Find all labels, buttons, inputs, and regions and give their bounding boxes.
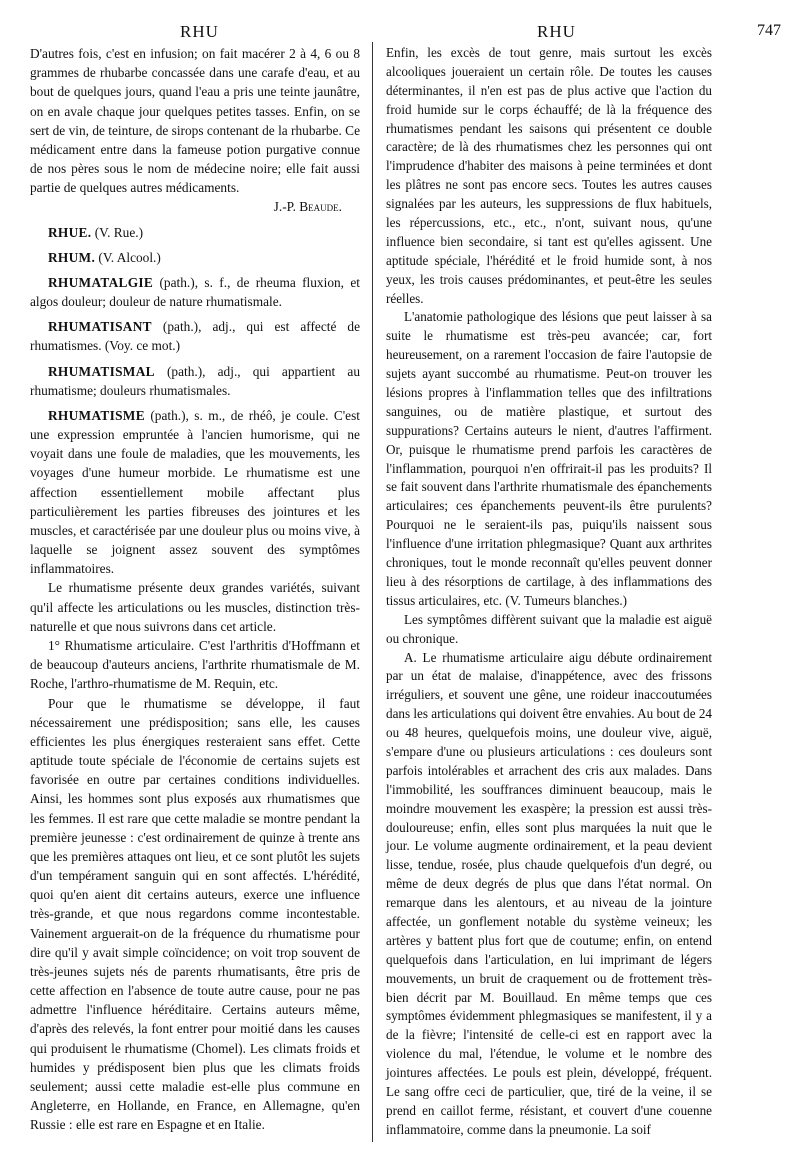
left-column [30,44,360,1134]
entry-rhue [30,223,360,242]
entry-rhum [30,248,360,267]
paragraph: Pour que le rhumatisme se développe, il faut nécessairement une prédisposition; sans elle, les causes efficientes les plus énergiques resteraient sans effet. Cette aptitude toute spéciale de l'économie de certains sujets est favorisée en outre par certaines conditions individuelles. Ainsi, les hommes sont plus exposés aux rhumatismes que les femmes. Il est rare que cette maladie se montre pendant la première jeunesse : c'est ordinairement de quinze à trente ans que les premières attaques ont lieu, et ce sont plutôt les sujets d'un tempérament sanguin qui en sont affectés. L'hérédité, quoi qu'en aient dit certains auteurs, exerce une influence très-grande, et que nous regardons comme incontestable. Vainement arguerait-on de la fréquence du rhumatisme pour dire qu'il y avait simple coïncidence; on voit trop souvent de très-jeunes sujets nés de parents rhumatisants, être pris de cette affection en l'absence de toute autre cause, pour ne pas admettre l'influence héréditaire. Certains auteurs même, d'après des relevés, la font entrer pour moitié dans les causes qui produisent le rhumatisme (Chomel). Les climats froids et humides y prédisposent bien plus que les climats froids seulement; aussi cette maladie est-elle plus commune en Angleterre, en Hollande, en France, en Allemagne, qu'en Russie : elle est rare en Espagne et en Italie. [30,695,360,1133]
headword: RHUMATISME [48,407,145,423]
paragraph: Enfin, les excès de tout genre, mais surtout les excès alcooliques joueraient un certain rôle. De toutes les causes déterminantes, il n'en est pas de plus active que l'action du froid humide sur le corps échauffé; de là la fréquence des rhumatismes pendant les saisons qui présentent ce double caractère; de là des rhumatismes chez les personnes qui ont l'imprudence d'habiter des maisons à peine terminées et dont les plâtres ne sont pas encore secs. Toutes les autres causes signalées par les auteurs, les suppressions de flux habituels, les répercussions, etc., etc., n'ont, suivant nous, qu'une influence bien secondaire, si tant est qu'elles agissent. Une aptitude spéciale, l'hérédité et le froid humide sont, à nos yeux, les trois causes prédominantes, et peut-être les seules réelles. [386,45,712,306]
left-running-head: RHU [180,22,219,41]
paragraph: 1° Rhumatisme articulaire. C'est l'arthritis d'Hoffmann et de beaucoup d'auteurs anciens, l'arthrite rhumatismale de M. Roche, l'arthro-rhumatisme de M. Requin, etc. [30,637,360,692]
entry-text: (path.), s. m., de rhéô, je coule. C'est une expression empruntée à l'ancien humorisme, qui ne voyait dans une foule de maladies, que les mouvements, les voyages d'une humeur morbide. Le rhumatisme est une affection essentiellement mobile affectant plus particulièrement les parties fibreuses des jointures et les muscles, et caractérisée par une douleur plus ou moins vive, à laquelle se joignent assez souvent des symptômes inflammatoires. [30,407,360,577]
entry-text: (V. Rue.) [91,224,144,240]
headword: RHUMATISANT [48,319,152,335]
headword: RHUE. [48,224,92,240]
entry-text: (path.), adj., qui appartient au rhumatisme; douleurs rhumatismales. [30,363,360,398]
paragraph: Le rhumatisme présente deux grandes variétés, suivant qu'il affecte les articulations ou les muscles, distinction très-naturelle et que nous suivrons dans cet article. [30,580,360,634]
column-divider [372,42,373,1142]
paragraph: A. Le rhumatisme articulaire aigu débute ordinairement par un état de malaise, d'inappétence, avec des frissons irréguliers, et souvent une gêne, une roideur inaccoutumées dans les articulations qui doivent être envahies. Au bout de 24 ou 48 heures, quelquefois moins, une douleur vive, aiguë, s'empare d'une ou plusieurs articulations : ces douleurs sont parfois intolérables et arrachent des cris aux malades. Dans l'immobilité, les souffrances diminuent beaucoup, mais le moindre mouvement les exaspère; la pression est aussi très-douloureuse; enfin, elles sont plus marquées la nuit que le jour. Le volume augmente ordinairement, et la peau devient lisse, tendue, rosée, plus chaude quelquefois d'un degré, ou même de deux degrés de plus que dans l'état normal. On remarque dans les alentours, et au niveau de la jointure affectée, un gonflement notable du système veineux; les artères y battent plus fort que de coutume; enfin, on entend quelquefois dans l'articulation, en lui imprimant de légers mouvements, un bruit de craquement ou de frottement très-bien décrit par M. Bouillaud. En même temps que ces symptômes évidemment phlegmasiques se manifestent, il y a de la fièvre; l'intensité de celle-ci est en rapport avec la violence du mal, l'étendue, le volume et le nombre des jointures affectées. Le pouls est plein, développé, fréquent. Le sang offre ceci de particulier, que, tiré de la veine, il se prend en caillot ferme, résistant, et couvert d'une couenne inflammatoire, comme dans la pneumonie. La soif [386,649,712,1137]
page-number: 747 [757,22,781,39]
entry-rhumatalgie [30,273,360,311]
entry-text: (path.), s. f., de rheuma fluxion, et algos douleur; douleur de nature rhumatismale. [30,274,360,310]
paragraph: L'anatomie pathologique des lésions que peut laisser à sa suite le rhumatisme est très-peu avancée; car, fort heureusement, on a rarement l'occasion de faire l'autopsie de sujets ayant succombé au rhumatisme. Peut-on trouver les lésions propres à l'inflammation telles que des infiltrations sanguines, ou de matière plastique, et surtout des suppurations? Certains auteurs le nient, d'autres l'affirment. Or, puisque le rhumatisme prend parfois les caractères de l'inflammation, pourquoi n'en offrirait-il pas les produits? Il se fait souvent dans l'arthrite rhumatismale des épanchements articulaires; ces épanchements peuvent-ils être purulents? Pourquoi ne le seraient-ils pas, puiqu'ils naissent sous l'influence d'une irritation phlegmasique? Quant aux arthrites chroniques, tout le monde reconnaît qu'elles peuvent donner lieu à des résorptions de cartilage, à des inflammations des tissus articulaires, etc. (V. Tumeurs blanches.) [386,309,712,608]
right-running-head: RHU [537,22,576,41]
right-column [386,44,712,1140]
entry-rhumatismal [30,362,360,400]
entry-text: (V. Alcool.) [95,249,161,265]
headword: RHUMATISMAL [48,363,155,379]
paragraph: D'autres fois, c'est en infusion; on fait macérer 2 à 4, 6 ou 8 grammes de rhubarbe concassée dans une carafe d'eau, et au bout de quelques jours, quand l'eau a pris une teinte jaunâtre, on en avale chaque jour quelques petites tasses. Enfin, on se sert de vin, de teinture, de sirops contenant de la rhubarbe. Ce médicament entre dans la fameuse potion purgative connue de nos pères sous le nom de médecine noire; elle fait aussi partie de quelques autres médicaments. [30,46,360,196]
entry-rhumatisme [30,406,360,579]
headword: RHUMATALGIE [48,274,154,290]
paragraph: Les symptômes diffèrent suivant que la maladie est aiguë ou chronique. [386,611,712,646]
headword: RHUM. [48,249,96,265]
entry-rhumatisant [30,317,360,355]
author-signature: J.-P. Beaude. [273,199,342,215]
entry-text: (path.), adj., qui est affecté de rhumatismes. (Voy. ce mot.) [30,319,360,354]
